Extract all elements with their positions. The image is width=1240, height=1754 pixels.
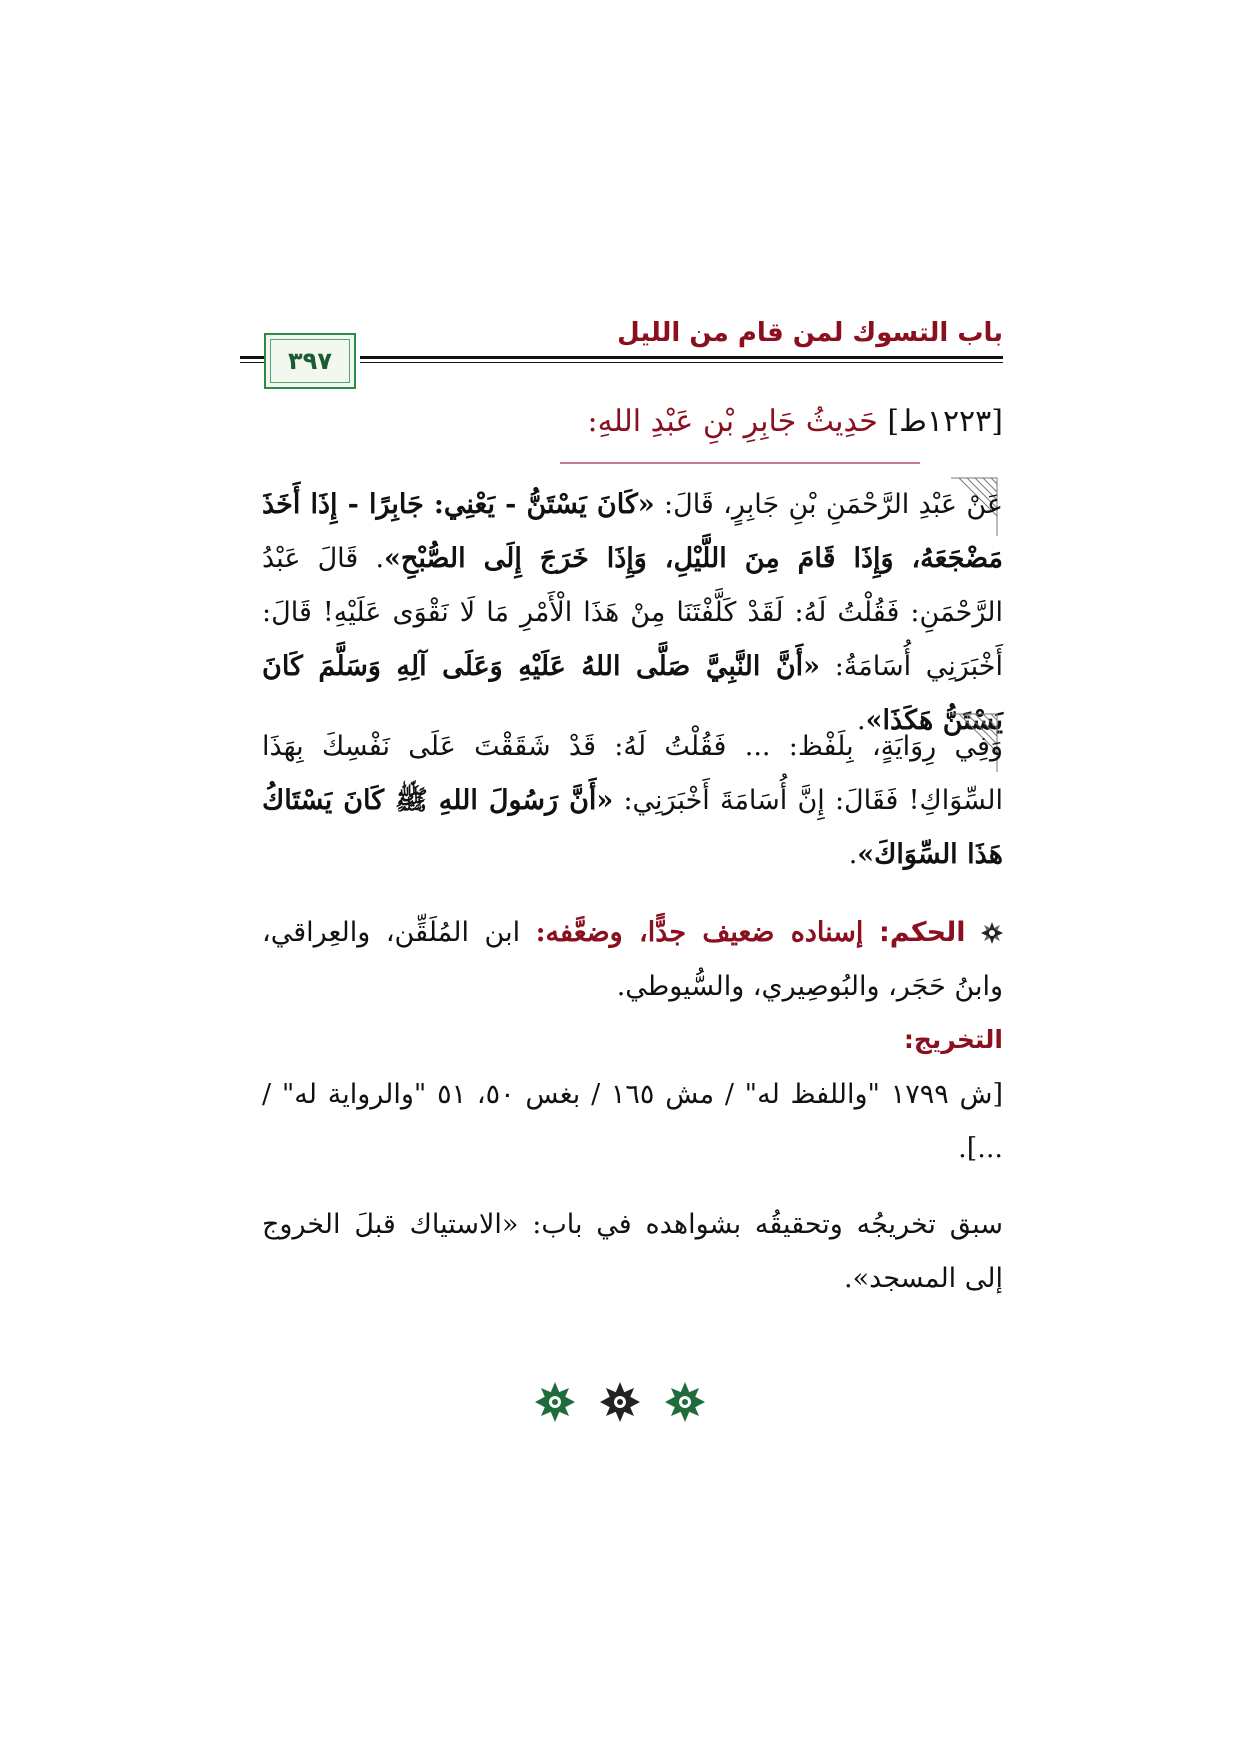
narration-2 xyxy=(262,720,1003,882)
narration-2-text-b: . xyxy=(848,839,858,870)
flower-ornament-icon xyxy=(535,1382,575,1422)
ruling xyxy=(262,906,1003,1014)
page-number-badge xyxy=(264,333,356,389)
takhrij-label: التخريج: xyxy=(903,1025,1003,1054)
header-rule-left-thin xyxy=(240,362,264,363)
narration-1 xyxy=(262,478,1003,748)
title-underline xyxy=(560,462,920,464)
flower-ornament-icon xyxy=(600,1382,640,1422)
narration-1-quote-b: «أَنَّ النَّبِيَّ صَلَّى اللهُ عَلَيْهِ وَعَلَى آلِهِ وَسَلَّمَ كَانَ يَسْتَنُّ هَكَذَا» xyxy=(262,651,1003,736)
hadith-heading xyxy=(588,404,1004,439)
narration-1-text-a: عَنْ عَبْدِ الرَّحْمَنِ بْنِ جَابِرٍ، قَالَ: xyxy=(654,489,1003,520)
ruling-scholars: ابن المُلَقِّن، والعِراقي، وابنُ حَجَر، والبُوصِيري، والسُّيوطي. xyxy=(262,917,1003,1002)
narration-2-quote: «أَنَّ رَسُولَ اللهِ ﷺ كَانَ يَسْتَاكُ هَذَا السِّوَاكَ» xyxy=(262,785,1003,870)
ruling-verdict: إسناده ضعيف جدًّا، وضعَّفه: xyxy=(535,917,864,948)
header-rule xyxy=(360,356,1003,359)
flower-ornament-icon xyxy=(665,1382,705,1422)
ornament-row xyxy=(0,1382,1240,1426)
narration-2-text-a: وَفِي رِوَايَةٍ، بِلَفْظ: ... فَقُلْتُ لَهُ: قَدْ شَقَقْتَ عَلَى نَفْسِكَ بِهَذَا السِّوَاكِ! فَقَالَ: إِنَّ أُسَامَةَ أَخْبَرَنِي: xyxy=(262,731,1003,816)
narration-1-text-b: . قَالَ عَبْدُ الرَّحْمَنِ: فَقُلْتُ لَهُ: لَقَدْ كَلَّفْتَنَا مِنْ هَذَا الْأَمْرِ مَا لَا نَقْوَى عَلَيْهِ! قَالَ: أَخْبَرَنِي أُسَامَةُ: xyxy=(262,543,1003,682)
hadith-number: [١٢٢٣ط] xyxy=(887,404,1003,439)
page-number: ٣٩٧ xyxy=(288,347,332,375)
running-title: باب التسوك لمن قام من الليل xyxy=(617,318,1003,348)
takhrij-sources: [ش ١٧٩٩ "واللفظ له" / مش ١٦٥ / بغس ٥٠، ٥١ "والرواية له" / ...]. xyxy=(262,1079,1003,1164)
narration-1-quote-a: «كَانَ يَسْتَنُّ - يَعْنِي: جَابِرًا - إِذَا أَخَذَ مَضْجَعَهُ، وَإِذَا قَامَ مِنَ اللَّيْلِ، وَإِذَا خَرَجَ إِلَى الصُّبْحِ» xyxy=(262,489,1003,574)
header-rule-thin xyxy=(360,362,1003,363)
header-rule-left xyxy=(240,356,264,359)
narration-1-text-c: . xyxy=(857,705,866,736)
ruling-star-icon xyxy=(981,922,1003,944)
hadith-title: حَدِيثُ جَابِرِ بْنِ عَبْدِ اللهِ: xyxy=(587,404,878,439)
ruling-label: الحكم: xyxy=(878,917,966,948)
takhrij-note: سبق تخريجُه وتحقيقُه بشواهده في باب: «الاستياك قبلَ الخروج إلى المسجد». xyxy=(262,1209,1003,1294)
